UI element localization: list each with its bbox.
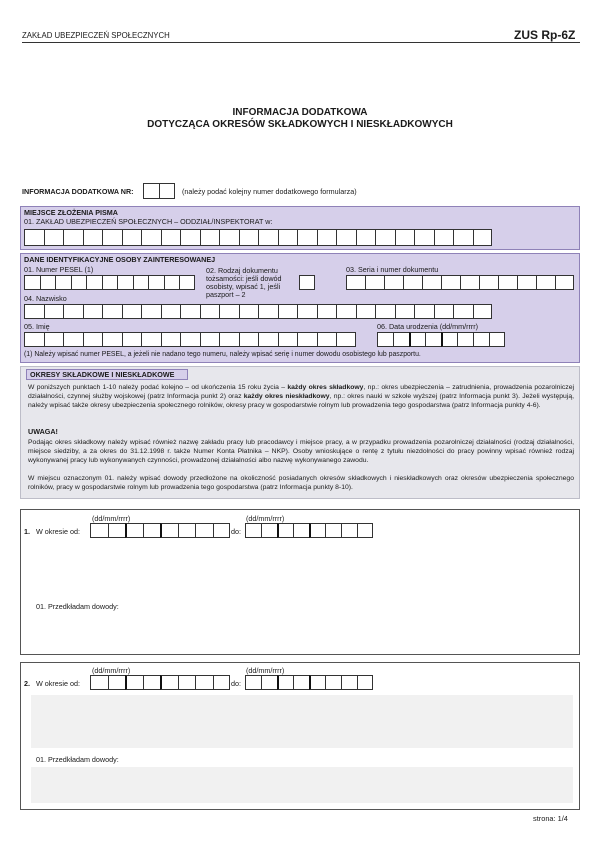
char-box[interactable] — [261, 675, 277, 690]
period-1-from-hint: (dd/mm/rrrr) — [92, 514, 131, 523]
char-box[interactable] — [219, 332, 239, 347]
char-box[interactable] — [384, 275, 403, 290]
char-box[interactable] — [377, 332, 393, 347]
char-box[interactable] — [536, 275, 555, 290]
char-box[interactable] — [178, 675, 196, 690]
char-box[interactable] — [239, 229, 259, 246]
char-box[interactable] — [24, 275, 40, 290]
digit-box[interactable] — [159, 183, 175, 199]
char-box[interactable] — [178, 523, 196, 538]
digit-box[interactable] — [299, 275, 315, 290]
char-box[interactable] — [375, 229, 395, 246]
char-box[interactable] — [357, 675, 373, 690]
char-box[interactable] — [297, 332, 317, 347]
submission-place-heading: MIEJSCE ZŁOŻENIA PISMA — [24, 208, 118, 217]
char-box[interactable] — [414, 229, 434, 246]
char-box[interactable] — [179, 275, 195, 290]
header-rule — [22, 42, 580, 43]
char-box[interactable] — [160, 675, 178, 690]
char-box[interactable] — [44, 304, 64, 319]
period-2-from-hint: (dd/mm/rrrr) — [92, 666, 131, 675]
periods-paragraph-2: Podając okres składkowy należy wpisać również nazwę zakładu pracy lub pracodawcy i miejsce pracy, a w przypadku prowadzenia pozarolniczej działalności (rodzaj działalności, miejsce siedziby, a za okres do 31.12.1998 r. także Numer Konta Płatnika – NKP). Osoby wnioskujące o rentę z tytułu niezdolności do pracy powinny wpisać również rodzaj wykonywanej pracy lub wykonywanych czynności, prowadzonej działalności albo nazwę wykonywanego zawodu. — [28, 439, 574, 465]
char-box[interactable] — [245, 523, 261, 538]
char-box[interactable] — [44, 332, 64, 347]
surname-label: 04. Nazwisko — [24, 294, 67, 303]
char-box[interactable] — [117, 275, 133, 290]
period-1-number: 1. — [24, 527, 30, 536]
char-box[interactable] — [555, 275, 574, 290]
info-number-hint: (należy podać kolejny numer dodatkowego formularza) — [182, 187, 357, 196]
pesel-label: 01. Numer PESEL (1) — [24, 265, 94, 274]
char-box[interactable] — [258, 332, 278, 347]
institution-name: ZAKŁAD UBEZPIECZEŃ SPOŁECZNYCH — [22, 31, 170, 40]
char-box[interactable] — [83, 229, 103, 246]
period-2-to-label: do: — [231, 679, 241, 688]
char-box[interactable] — [395, 229, 415, 246]
char-box[interactable] — [258, 229, 278, 246]
doc-type-input[interactable] — [299, 275, 315, 290]
char-box[interactable] — [102, 332, 122, 347]
char-box[interactable] — [122, 304, 142, 319]
char-box[interactable] — [453, 304, 473, 319]
char-box[interactable] — [473, 304, 493, 319]
doc-series-label: 03. Seria i numer dokumentu — [346, 265, 439, 274]
char-box[interactable] — [122, 229, 142, 246]
char-box[interactable] — [63, 304, 83, 319]
char-box[interactable] — [90, 675, 108, 690]
char-box[interactable] — [133, 275, 149, 290]
doc-type-label-4: paszport – 2 — [206, 290, 246, 299]
char-box[interactable] — [24, 304, 44, 319]
char-box[interactable] — [414, 304, 434, 319]
first-name-input[interactable] — [24, 332, 356, 347]
char-box[interactable] — [336, 332, 356, 347]
char-box[interactable] — [245, 675, 261, 690]
char-box[interactable] — [148, 275, 164, 290]
char-box[interactable] — [258, 304, 278, 319]
char-box[interactable] — [180, 229, 200, 246]
char-box[interactable] — [278, 304, 298, 319]
char-box[interactable] — [473, 332, 489, 347]
char-box[interactable] — [108, 523, 126, 538]
char-box[interactable] — [125, 523, 143, 538]
char-box[interactable] — [479, 275, 498, 290]
char-box[interactable] — [161, 229, 181, 246]
identification-heading: DANE IDENTYFIKACYJNE OSOBY ZAINTERESOWANEJ — [24, 255, 216, 264]
first-name-label: 05. Imię — [24, 322, 50, 331]
zus-branch-label: 01. ZAKŁAD UBEZPIECZEŃ SPOŁECZNYCH – ODDZIAŁ/INSPEKTORAT w: — [24, 217, 273, 226]
char-box[interactable] — [180, 304, 200, 319]
doc-type-label-3: osobisty, wpisać 1, jeśli — [206, 282, 281, 291]
char-box[interactable] — [195, 675, 213, 690]
char-box[interactable] — [441, 275, 460, 290]
periods-heading: OKRESY SKŁADKOWE I NIESKŁADKOWE — [30, 370, 175, 379]
char-box[interactable] — [365, 275, 384, 290]
doc-type-label-1: 02. Rodzaj dokumentu — [206, 266, 278, 275]
char-box[interactable] — [102, 229, 122, 246]
char-box[interactable] — [122, 332, 142, 347]
char-box[interactable] — [309, 675, 325, 690]
char-box[interactable] — [317, 304, 337, 319]
period-1-proofs-field[interactable] — [31, 614, 573, 648]
doc-series-input[interactable] — [346, 275, 574, 290]
doc-type-label-2: tożsamości: jeśli dowód — [206, 274, 282, 283]
digit-box[interactable] — [143, 183, 159, 199]
char-box[interactable] — [63, 229, 83, 246]
period-1-proofs-label: 01. Przedkładam dowody: — [36, 602, 119, 611]
char-box[interactable] — [325, 675, 341, 690]
char-box[interactable] — [141, 304, 161, 319]
char-box[interactable] — [356, 229, 376, 246]
char-box[interactable] — [277, 675, 293, 690]
char-box[interactable] — [125, 675, 143, 690]
char-box[interactable] — [143, 675, 161, 690]
char-box[interactable] — [434, 229, 454, 246]
char-box[interactable] — [143, 523, 161, 538]
char-box[interactable] — [317, 332, 337, 347]
char-box[interactable] — [219, 229, 239, 246]
char-box[interactable] — [278, 229, 298, 246]
char-box[interactable] — [473, 229, 493, 246]
char-box[interactable] — [336, 229, 356, 246]
char-box[interactable] — [453, 229, 473, 246]
char-box[interactable] — [213, 675, 231, 690]
char-box[interactable] — [356, 304, 376, 319]
page-number: strona: 1/4 — [533, 814, 568, 823]
char-box[interactable] — [489, 332, 505, 347]
notice-heading: UWAGA! — [28, 427, 58, 436]
char-box[interactable] — [357, 523, 373, 538]
period-2-number: 2. — [24, 679, 30, 688]
char-box[interactable] — [422, 275, 441, 290]
pesel-footnote: (1) Należy wpisać numer PESEL, a jeżeli nie nadano tego numeru, należy wpisać serię i numer dowodu osobistego lub paszportu. — [24, 351, 421, 358]
char-box[interactable] — [460, 275, 479, 290]
char-box[interactable] — [517, 275, 536, 290]
char-box[interactable] — [293, 675, 309, 690]
char-box[interactable] — [441, 332, 457, 347]
char-box[interactable] — [161, 304, 181, 319]
period-2-proofs-field[interactable] — [31, 767, 573, 803]
char-box[interactable] — [325, 523, 341, 538]
periods-paragraph-1: W poniższych punktach 1-10 należy podać kolejno – od ukończenia 15 roku życia – każdy okres składkowy, np.: okres ubezpieczenia – zatrudnienia, prowadzenia pozarolniczej działalności, czynnej służby wojskowej (patrz Informacja punkt 2) oraz każdy okres nieskładkowy, np.: okres nauki w szkole wyższej (patrz Informacja punkt 3). Jeżeli występują, należy wpisać także okresy ubezpieczenia społecznego rolników, okresy pracy w gospodarstwie rolnym lub prowadzenia tego gospodarstwa (patrz Informacja punkty 4-6). — [28, 384, 574, 410]
char-box[interactable] — [55, 275, 71, 290]
title-line-2: DOTYCZĄCA OKRESÓW SKŁADKOWYCH I NIESKŁADKOWYCH — [147, 119, 453, 130]
char-box[interactable] — [83, 304, 103, 319]
char-box[interactable] — [239, 332, 259, 347]
char-box[interactable] — [278, 332, 298, 347]
char-box[interactable] — [102, 275, 118, 290]
title-line-1: INFORMACJA DODATKOWA — [232, 107, 368, 118]
char-box[interactable] — [261, 523, 277, 538]
char-box[interactable] — [346, 275, 365, 290]
char-box[interactable] — [213, 523, 231, 538]
char-box[interactable] — [317, 229, 337, 246]
birth-date-input[interactable] — [377, 332, 505, 347]
char-box[interactable] — [403, 275, 422, 290]
char-box[interactable] — [297, 304, 317, 319]
char-box[interactable] — [277, 523, 293, 538]
char-box[interactable] — [434, 304, 454, 319]
char-box[interactable] — [409, 332, 425, 347]
char-box[interactable] — [336, 304, 356, 319]
info-number-boxes[interactable] — [143, 183, 175, 199]
char-box[interactable] — [161, 332, 181, 347]
char-box[interactable] — [180, 332, 200, 347]
periods-paragraph-3: W miejscu oznaczonym 01. należy wpisać dowody przedłożone na okoliczność posiadanych okresów składkowych i nieskładkowych oraz okresów ubezpieczenia społecznego rolników, pracy w gospodarstwie rolnym lub prowadzenia tego gospodarstwa (patrz Informacja punkty 8-10). — [28, 475, 574, 492]
char-box[interactable] — [393, 332, 409, 347]
period-2-to-date[interactable] — [245, 675, 373, 690]
period-1-to-label: do: — [231, 527, 241, 536]
period-1-to-hint: (dd/mm/rrrr) — [246, 514, 285, 523]
surname-input[interactable] — [24, 304, 492, 319]
period-1-from-date[interactable] — [90, 523, 230, 538]
char-box[interactable] — [341, 675, 357, 690]
char-box[interactable] — [164, 275, 180, 290]
char-box[interactable] — [219, 304, 239, 319]
char-box[interactable] — [44, 229, 64, 246]
birth-date-label: 06. Data urodzenia (dd/mm/rrrr) — [377, 322, 479, 331]
char-box[interactable] — [309, 523, 325, 538]
char-box[interactable] — [200, 332, 220, 347]
period-1-to-date[interactable] — [245, 523, 373, 538]
info-number-label: INFORMACJA DODATKOWA NR: — [22, 187, 134, 196]
char-box[interactable] — [141, 332, 161, 347]
char-box[interactable] — [297, 229, 317, 246]
char-box[interactable] — [83, 332, 103, 347]
pesel-input[interactable] — [24, 275, 195, 290]
period-2-to-hint: (dd/mm/rrrr) — [246, 666, 285, 675]
char-box[interactable] — [160, 523, 178, 538]
char-box[interactable] — [63, 332, 83, 347]
char-box[interactable] — [498, 275, 517, 290]
period-1-from-label: W okresie od: — [36, 527, 80, 536]
char-box[interactable] — [457, 332, 473, 347]
char-box[interactable] — [375, 304, 395, 319]
form-code: ZUS Rp-6Z — [514, 28, 576, 42]
char-box[interactable] — [108, 675, 126, 690]
char-box[interactable] — [239, 304, 259, 319]
char-box[interactable] — [293, 523, 309, 538]
char-box[interactable] — [425, 332, 441, 347]
char-box[interactable] — [90, 523, 108, 538]
char-box[interactable] — [24, 229, 44, 246]
char-box[interactable] — [200, 229, 220, 246]
char-box[interactable] — [40, 275, 56, 290]
char-box[interactable] — [341, 523, 357, 538]
period-2-description-field[interactable] — [31, 695, 573, 748]
period-2-proofs-label: 01. Przedkładam dowody: — [36, 755, 119, 764]
char-box[interactable] — [395, 304, 415, 319]
period-2-from-label: W okresie od: — [36, 679, 80, 688]
char-box[interactable] — [24, 332, 44, 347]
char-box[interactable] — [71, 275, 87, 290]
period-2-from-date[interactable] — [90, 675, 230, 690]
char-box[interactable] — [195, 523, 213, 538]
char-box[interactable] — [86, 275, 102, 290]
char-box[interactable] — [141, 229, 161, 246]
zus-branch-input[interactable] — [24, 229, 492, 246]
char-box[interactable] — [102, 304, 122, 319]
char-box[interactable] — [200, 304, 220, 319]
period-1-description-field[interactable] — [31, 543, 573, 591]
